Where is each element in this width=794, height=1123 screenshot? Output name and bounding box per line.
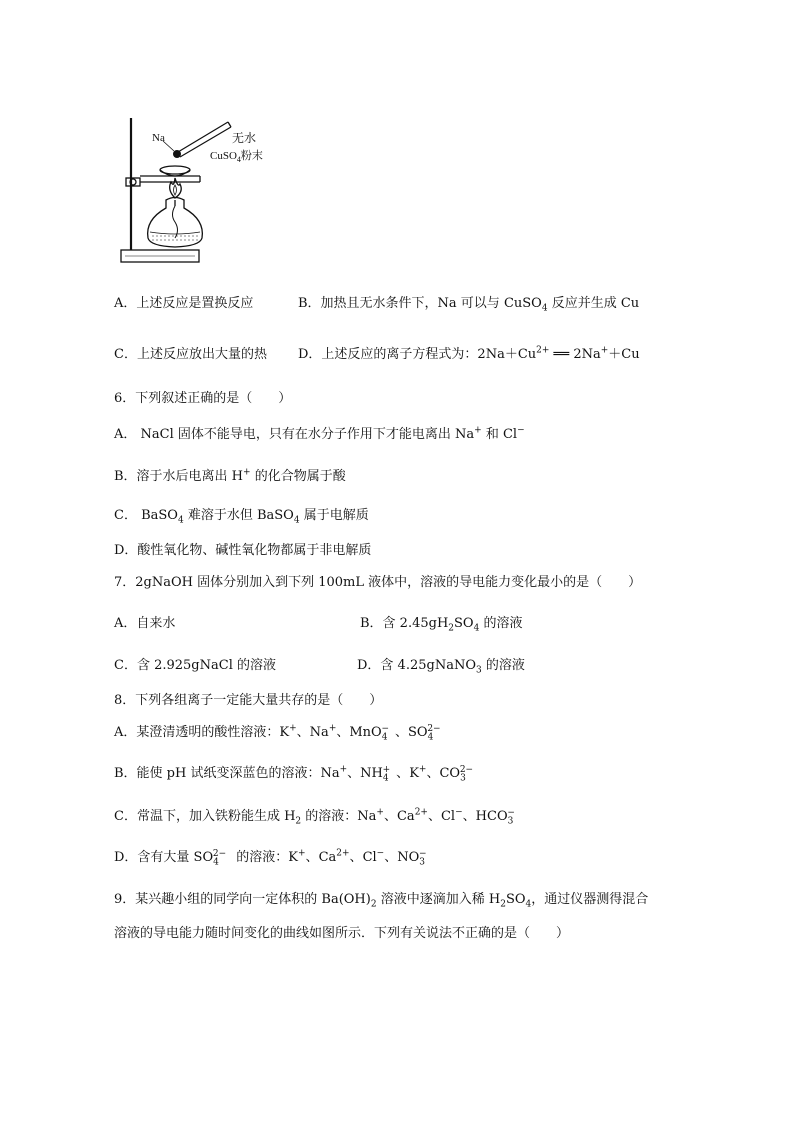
- label-anhydrous: 无水: [232, 131, 257, 145]
- q7-option-b: B．含 $2.45gH_2SO_4$ 的溶液: [360, 616, 523, 634]
- q6-option-b: B．溶于水后电离出 H+ 的化合物属于酸: [114, 467, 346, 484]
- q6-stem: 6．下列叙述正确的是（ ）: [114, 391, 292, 406]
- q8-option-c: C．常温下，加入铁粉能生成 $H_2$ 的溶液：Na+、$Ca^{2+}$、Cl−、$HCO_3^-$: [114, 807, 515, 827]
- q6-option-d: D．酸性氧化物、碱性氧化物都属于非电解质: [114, 543, 372, 558]
- glass-rod: [178, 122, 228, 152]
- label-na: Na: [152, 132, 165, 144]
- q5-option-a: A．上述反应是置换反应: [114, 296, 254, 311]
- q7-option-c: C．含 2.925gNaCl 的溶液: [114, 658, 276, 673]
- q8-option-d: D．含有大量 $SO_4^{2-}$ 的溶液：K+、$Ca^{2+}$、Cl−、$NO_3^-$: [114, 848, 427, 868]
- q7-option-a: A．自来水: [114, 616, 176, 631]
- sodium-blob: [173, 150, 181, 158]
- q6-option-a: A． NaCl 固体不能导电，只有在水分子作用下才能电离出 Na+ 和 Cl−: [114, 425, 525, 442]
- q7-option-d: D．含 4.25gNaNO$_3$ 的溶液: [357, 658, 525, 676]
- q5-option-c: C．上述反应放出大量的热: [114, 347, 267, 362]
- q5-option-d: D．上述反应的离子方程式为：$2Na+Cu^{2+}$ ══ 2Na+＋Cu: [298, 345, 640, 362]
- q8-stem: 8．下列各组离子一定能大量共存的是（ ）: [114, 693, 383, 708]
- label-powder: CuSO$_4$粉末: [210, 150, 263, 164]
- q8-option-b: B．能使 pH 试纸变深蓝色的溶液：Na+、$NH_4^+$ 、K+、$CO_3^{2-}$: [114, 764, 474, 784]
- q5-option-b: B．加热且无水条件下，Na 可以与 CuSO$_4$ 反应并生成 Cu: [298, 296, 640, 314]
- q9-stem-line2: 溶液的导电能力随时间变化的曲线如图所示．下列有关说法不正确的是（ ）: [114, 926, 570, 941]
- apparatus-figure: [0, 0, 794, 280]
- q9-stem-line1: 9．某兴趣小组的同学向一定体积的 $Ba(OH)_2$ 溶液中逐滴加入稀 $H_2SO_4$，通过仪器测得混合: [114, 892, 649, 910]
- q8-option-a: A．某澄清透明的酸性溶液：K+、Na+、MnO$_4$− 、$SO_4^{2-}$: [114, 723, 441, 743]
- q6-option-c: C． BaSO$_4$ 难溶于水但 BaSO$_4$ 属于电解质: [114, 508, 369, 526]
- q7-stem: 7．2gNaOH 固体分别加入到下列 100mL 液体中，溶液的导电能力变化最小的是（ ）: [114, 575, 642, 590]
